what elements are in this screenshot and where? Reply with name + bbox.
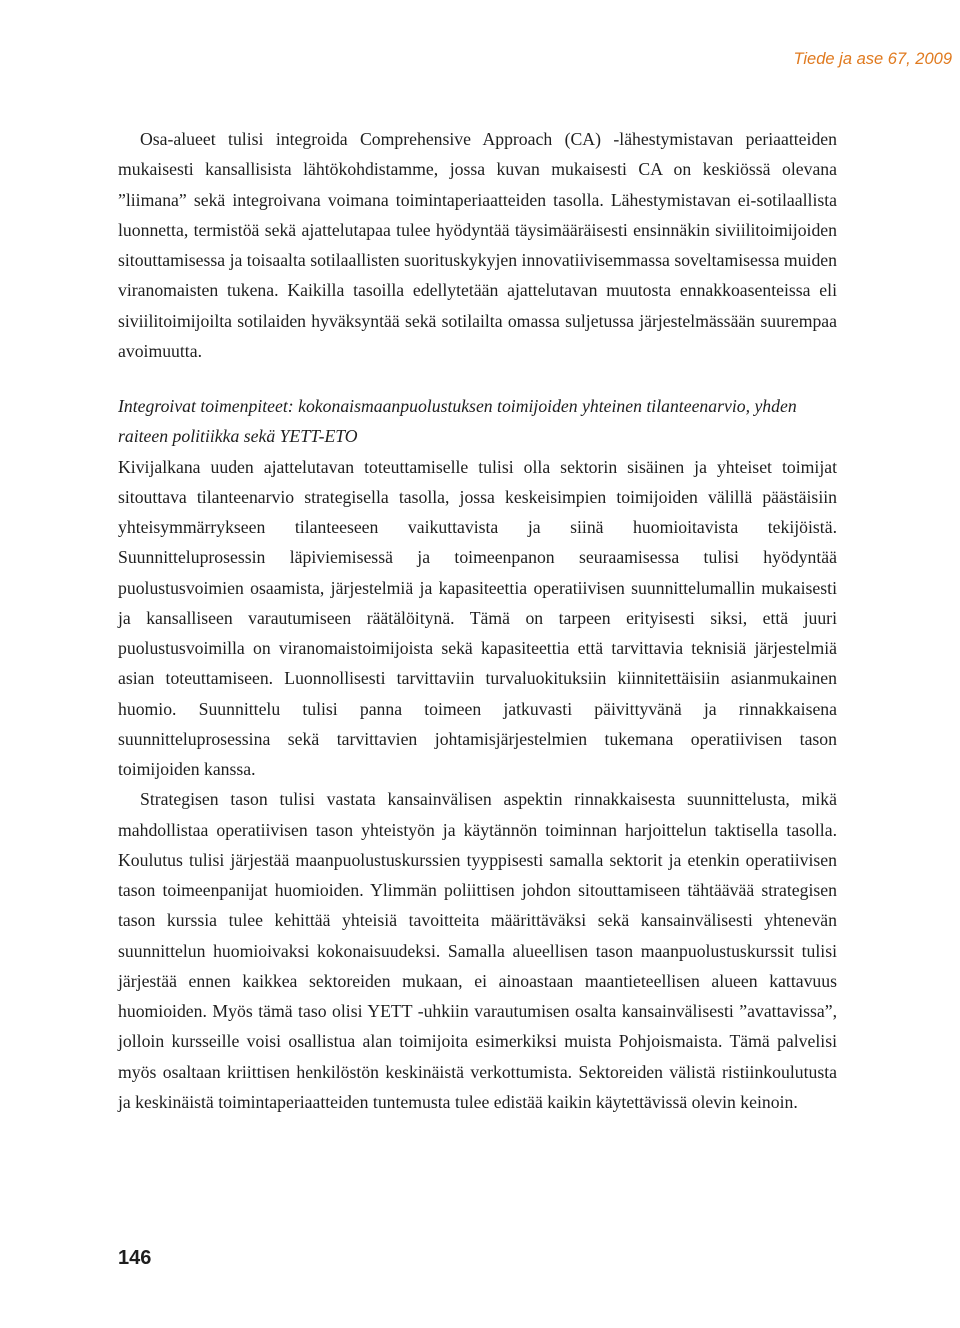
paragraph-2: Kivijalkana uuden ajattelutavan toteuttamiselle tulisi olla sektorin sisäinen ja yhteiset toimijat sitouttava tilanteenarvio strategisella tasolla, jossa keskeisimpien toimijoiden välillä päästäisiin yhteisymmärrykseen tilanteeseen vaikuttavista ja siinä huomioitavista tekijöistä. Suunnitteluprosessin läpiviemisessä ja toimeenpanon seuraamisessa tulisi hyödyntää puolustusvoimien osaamista, järjestelmiä ja kapasiteettia operatiivisen suunnittelumallin mukaisesti ja kansalliseen varautumiseen räätälöitynä. Tämä on tarpeen erityisesti siksi, että juuri puolustusvoimilla on viranomaistoimijoista sekä kapasiteettia että tarvittavia teknisiä järjestelmiä asian toteuttamiseen. Luonnollisesti tarvittaviin turvaluokituksiin kiinnitettäisiin asianmukainen huomio. Suunnittelu tulisi panna toimeen jatkuvasti päivittyvänä ja rinnakkaisena suunnitteluprosessina sekä tarvittavien johtamisjärjestelmien tukemana operatiivisen tason toimijoiden kanssa. <box>118 456 837 779</box>
section-heading: Integroivat toimenpiteet: kokonaismaanpuolustuksen toimijoiden yhteinen tilanteenarvio, yhden raiteen politiikka sekä YETT-ETO <box>118 396 797 447</box>
page-number: 146 <box>118 1247 152 1269</box>
paragraph-1: Osa-alueet tulisi integroida Comprehensive Approach (CA) -lähestymistavan periaatteiden mukaisesti kansallisista lähtökohdistamme, jossa kuvan mukaisesti CA on keskiössä olevana ”liimana” sekä integroivana voimana toimintaperiaatteiden tasolla. Lähestymistavan ei-sotilaallista luonnetta, termistöä sekä ajattelutapaa tulee hyödyntää täysimääräisesti ensinnäkin siviilitoimijoiden sitouttamisessa ja toisaalta sotilaallisten suorituskykyjen innovatiivisemmassa soveltamisessa muiden viranomaisten tukena. Kaikilla tasoilla edellytetään ajattelutavan muutosta ennakkoasenteissa eli siviilitoimijoilta sotilaiden hyväksyntää sekä sotilailta omassa suljetussa järjestelmässään suurempaa avoimuutta. <box>118 129 837 361</box>
paragraph-3: Strategisen tason tulisi vastata kansainvälisen aspektin rinnakkaisesta suunnittelusta, mikä mahdollistaa operatiivisen tason yhteistyön ja käytännön toiminnan harjoittelun taktisella tasolla. Koulutus tulisi järjestää maanpuolustuskurssien tyyppisesti samalla sektorit ja etenkin operatiivisen tason toimeenpanijat huomioiden. Ylimmän poliittisen johdon sitouttamiseen tähtäävää strategisen tason kurssia tulee kehittää yhteisiä tavoitteita määrittäväksi sekä kansainvälisesti yhtenevän suunnittelun huomioivaksi kokonaisuudeksi. Samalla alueellisen tason maanpuolustuskurssit tulisi järjestää ennen kaikkea sektoreiden mukaan, ei ainoastaan maantieteellisen alueen kattavuus huomioiden. Myös tämä taso olisi YETT -uhkiin varautumisen osalta kansainvälisesti ”avattavissa”, jolloin kursseille voisi osallistua alan toimijoita esimerkiksi muista Pohjoismaista. Tämä palvelisi myös osaltaan kriittisen henkilöstön keskinäistä verkottumista. Sektoreiden välistä ristiinkoulutusta ja keskinäistä toimintaperiaatteiden tuntemusta tulee edistää kaikin käytettävissä olevin keinoin. <box>118 789 837 1112</box>
article-body <box>118 124 837 1117</box>
running-header: Tiede ja ase 67, 2009 <box>793 50 952 68</box>
